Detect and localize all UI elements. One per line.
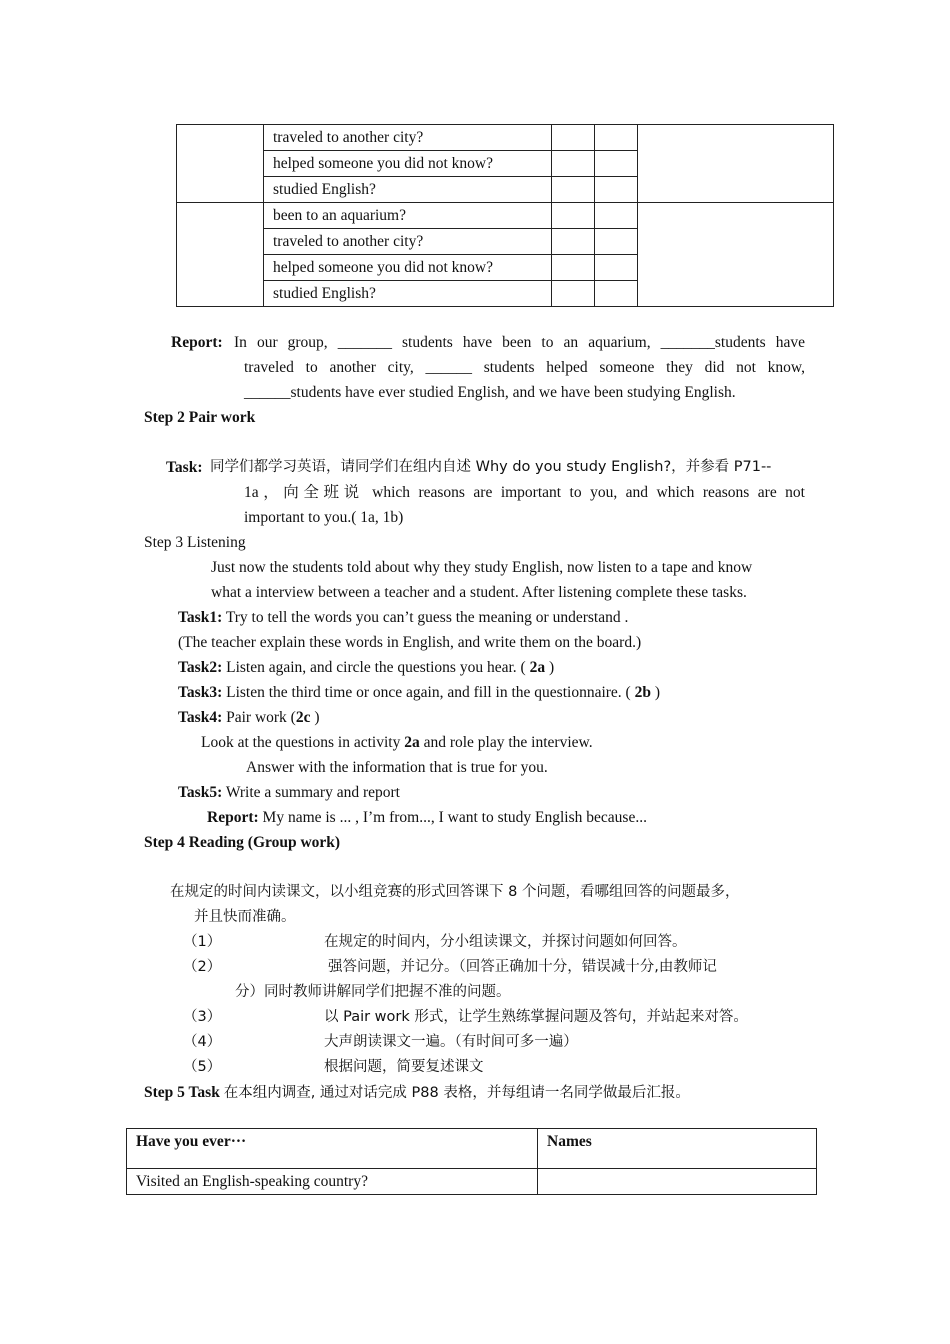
- step3-intro-1: Just now the students told about why they study English, now listen to a tape and know: [211, 559, 753, 576]
- table-row: [127, 1169, 817, 1195]
- answer-cell: [552, 125, 595, 151]
- header-names: Names: [538, 1129, 817, 1169]
- task3-ref: 2b: [634, 684, 651, 701]
- step4-item-text: 强答问题，并记分。（回答正确加十分，错误减十分,由教师记: [328, 959, 717, 975]
- task4-line1-b: and role play the interview.: [419, 734, 593, 751]
- task4-text: Pair work (: [226, 709, 296, 726]
- step4-item-number: （5）: [183, 1059, 222, 1075]
- step4-item-number: （2）: [183, 959, 222, 975]
- question-cell: Visited an English-speaking country?: [127, 1169, 538, 1195]
- task2-ref: 2a: [529, 659, 546, 676]
- notes-cell: [638, 203, 834, 307]
- report-line-3: ______students have ever studied English, and we have been studying English.: [244, 384, 736, 401]
- survey-table: [176, 124, 834, 307]
- names-cell: [538, 1169, 817, 1195]
- final-table: [126, 1128, 817, 1195]
- answer-cell: [595, 229, 638, 255]
- step4-intro-1: 在规定的时间内读课文，以小组竞赛的形式回答课下 8 个问题，看哪组回答的问题最多，: [170, 884, 740, 900]
- task3-label: Task3:: [178, 684, 223, 701]
- step4-item-text: 在规定的时间内，分小组读课文，并探讨问题如何回答。: [324, 934, 687, 950]
- question-cell: studied English?: [264, 177, 552, 203]
- step4-item-number: （1）: [183, 934, 222, 950]
- table-row: [177, 125, 834, 151]
- task2-text: Listen again, and circle the questions you hear. (: [226, 659, 530, 676]
- report-line-2: traveled to another city, ______ students helped someone they did not know,: [244, 359, 805, 376]
- step3-intro-2: what a interview between a teacher and a student. After listening complete these tasks.: [211, 584, 747, 601]
- group-cell: [177, 125, 264, 203]
- task5: [178, 780, 400, 805]
- table-row: [177, 203, 834, 229]
- group-cell: [177, 203, 264, 307]
- step5-text: 在本组内调查, 通过对话完成 P88 表格，并每组请一名同学做最后汇报。: [223, 1085, 690, 1101]
- question-cell: traveled to another city?: [264, 125, 552, 151]
- task3: [178, 680, 660, 705]
- step4-item-text: 大声朗读课文一遍。（有时间可多一遍）: [324, 1034, 578, 1050]
- answer-cell: [595, 203, 638, 229]
- step4-item-number: （3）: [183, 1009, 222, 1025]
- step4-intro-2: 并且快而准确。: [194, 909, 296, 925]
- answer-cell: [595, 255, 638, 281]
- step4-item-continuation: 分）同时教师讲解同学们把握不准的问题。: [235, 984, 511, 1000]
- task3-text: Listen the third time or once again, and fill in the questionnaire. (: [226, 684, 635, 701]
- step4-item-number: （4）: [183, 1034, 222, 1050]
- answer-cell: [552, 203, 595, 229]
- task4-end: ): [310, 709, 320, 726]
- answer-cell: [595, 177, 638, 203]
- task4-line-2: Answer with the information that is true for you.: [246, 759, 548, 776]
- step2-heading: Step 2 Pair work: [144, 409, 256, 426]
- task1-label: Task1:: [178, 609, 223, 626]
- step2-line-3: important to you.( 1a, 1b): [244, 509, 404, 526]
- task4-line-1: [201, 730, 593, 755]
- step4-item-text: 以 Pair work 形式，让学生熟练掌握问题及答句，并站起来对答。: [324, 1009, 748, 1025]
- question-cell: been to an aquarium?: [264, 203, 552, 229]
- step5: [144, 1080, 690, 1106]
- task5-report-text: My name is ... , I’m from..., I want to study English because...: [262, 809, 647, 826]
- task5-report: [207, 805, 647, 830]
- task2: [178, 655, 554, 680]
- answer-cell: [595, 125, 638, 151]
- question-cell: helped someone you did not know?: [264, 151, 552, 177]
- task4: [178, 705, 320, 730]
- task3-end: ): [650, 684, 661, 701]
- task1-text: Try to tell the words you can’t guess the meaning or understand .: [225, 609, 629, 626]
- task4-line1-a: Look at the questions in activity: [201, 734, 405, 751]
- header-have-you-ever: Have you ever···: [127, 1129, 538, 1169]
- step4-heading: Step 4 Reading (Group work): [144, 834, 341, 851]
- answer-cell: [595, 151, 638, 177]
- answer-cell: [552, 281, 595, 307]
- step2-task-label: Task:: [166, 459, 203, 476]
- table-header-row: [127, 1129, 817, 1169]
- step2-line-1: 同学们都学习英语，请同学们在组内自述 Why do you study English?，并参看 P71--: [210, 459, 772, 475]
- notes-cell: [638, 125, 834, 203]
- task4-label: Task4:: [178, 709, 223, 726]
- task1-note: (The teacher explain these words in English, and write them on the board.): [178, 634, 642, 651]
- step2-line-2: 1a，向全班说 which reasons are important to you, and which reasons are not: [244, 484, 805, 501]
- task5-report-label: Report:: [207, 809, 259, 826]
- task4-ref: 2c: [295, 709, 311, 726]
- answer-cell: [595, 281, 638, 307]
- question-cell: traveled to another city?: [264, 229, 552, 255]
- report-label: Report:: [171, 334, 223, 351]
- task1: [178, 605, 628, 630]
- task5-label: Task5:: [178, 784, 223, 801]
- task4-line1-ref: 2a: [404, 734, 420, 751]
- task5-text: Write a summary and report: [225, 784, 400, 801]
- report-line-1: In our group, _______ students have been to an aquarium, _______students have: [234, 334, 805, 351]
- answer-cell: [552, 229, 595, 255]
- task2-label: Task2:: [178, 659, 223, 676]
- question-cell: studied English?: [264, 281, 552, 307]
- task2-end: ): [545, 659, 555, 676]
- answer-cell: [552, 255, 595, 281]
- answer-cell: [552, 177, 595, 203]
- step4-item-text: 根据问题，简要复述课文: [324, 1059, 484, 1075]
- step5-heading: Step 5 Task: [144, 1084, 220, 1101]
- step3-heading: Step 3 Listening: [144, 534, 246, 551]
- answer-cell: [552, 151, 595, 177]
- question-cell: helped someone you did not know?: [264, 255, 552, 281]
